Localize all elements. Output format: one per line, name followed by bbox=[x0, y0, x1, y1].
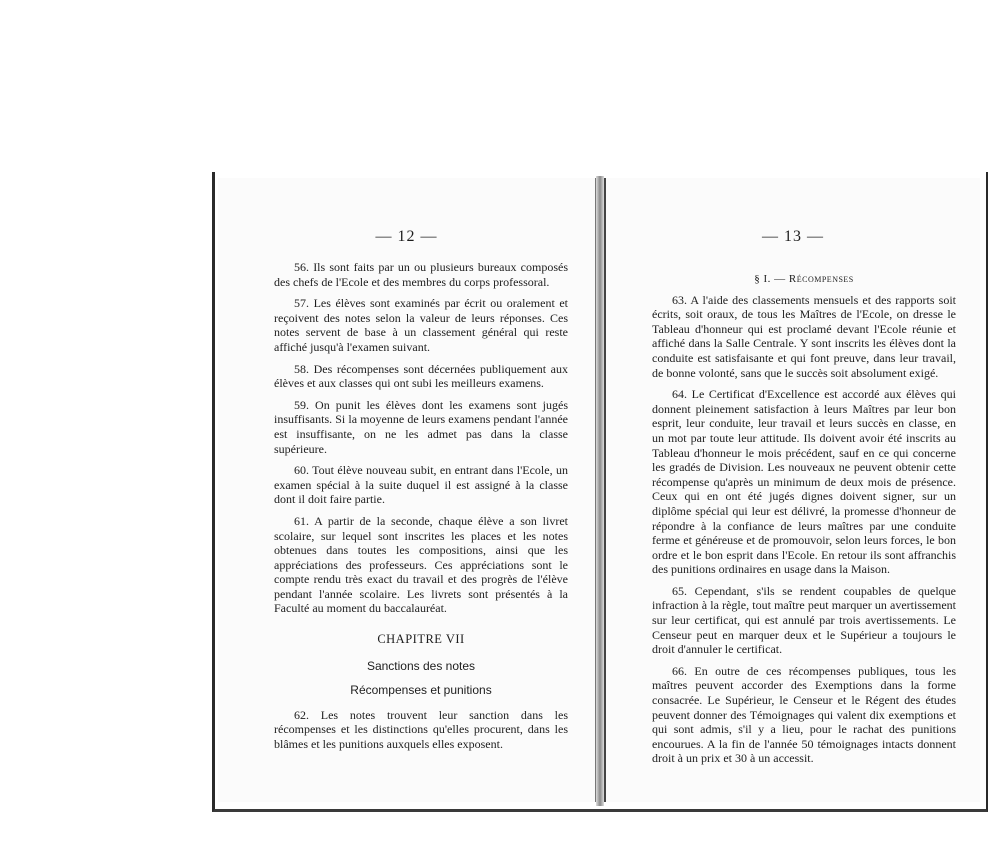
paragraph-64: 64. Le Certificat d'Excellence est accordé aux élèves qui donnent pleinement satisfaction à leurs Maîtres par leur bon esprit, leur conduite, leur travail et leurs succès en classe, en un mot par toute leur attitude. Ils doivent avoir été inscrits au Tableau d'honneur le mois précédent, sauf en ce qui concerne les gradés de Division. Les nouveaux ne peuvent obtenir cette récompense qu'après un minimum de deux mois de présence. Ceux qui en ont été jugés dignes doivent signer, sur un diplôme spécial qui leur est délivré, la promesse d'honneur de répondre à la confiance de leurs maîtres par une conduite ferme et généreuse et de promouvoir, selon leurs forces, le bon ordre et le bon esprit dans l'Ecole. En retour ils sont affranchis des punitions ordinaires en usage dans la Maison. bbox=[652, 387, 956, 577]
section-prefix: § I. — bbox=[754, 273, 786, 285]
paragraph-63: 63. A l'aide des classements mensuels et des rapports soit écrits, soit oraux, de tous les Maîtres de l'Ecole, on dresse le Tableau d'honneur qui est proclamé devant l'Ecole réunie et affiché dans la Salle Centrale. Y sont inscrits les élèves dont la conduite est satisfaisante et qui font preuve, dans leur travail, de bonne volonté, sans que le succès soit absolument exigé. bbox=[652, 292, 956, 380]
page-number: — 13 — bbox=[762, 228, 824, 245]
section-title: Récompenses bbox=[788, 273, 854, 285]
paragraph-61: 61. A partir de la seconde, chaque élève a son livret scolaire, sur lequel sont inscrites les places et les notes obtenues dans toutes les compositions, ainsi que les appréciations des professeurs. Ces appréciations sont le compte rendu très exact du travail et des progrès de l'élève pendant l'année scolaire. Les livrets sont présentés à la Faculté au moment du baccalauréat. bbox=[274, 513, 568, 616]
right-page-text bbox=[652, 272, 956, 773]
book-gutter bbox=[596, 176, 604, 806]
open-book bbox=[212, 172, 988, 812]
section-heading bbox=[652, 272, 956, 287]
paragraph-57: 57. Les élèves sont examinés par écrit ou oralement et reçoivent des notes selon la valeur de leurs réponses. Ces notes servent de base à un classement général qui reste affiché jusqu'à l'examen suivant. bbox=[274, 296, 568, 354]
paragraph-65: 65. Cependant, s'ils se rendent coupables de quelque infraction à la règle, tout maître peut marquer un avertissement sur leur certificat, qui est annulé par trois avertissements. Le Censeur peut en marquer deux et le Supérieur a toujours le droit d'annuler le certificat. bbox=[652, 583, 956, 657]
paragraph-58: 58. Des récompenses sont décernées publiquement aux élèves et aux classes qui ont subi les meilleurs examens. bbox=[274, 361, 568, 391]
paragraph-60: 60. Tout élève nouveau subit, en entrant dans l'Ecole, un examen spécial à la suite duquel il est assigné à la classe dont il doit faire partie. bbox=[274, 463, 568, 507]
page-number: — 12 — bbox=[375, 228, 438, 245]
paragraph-56: 56. Ils sont faits par un ou plusieurs bureaux composés des chefs de l'Ecole et des membres du corps professoral. bbox=[274, 260, 568, 289]
subheading-recompenses: Récompenses et punitions bbox=[350, 683, 492, 698]
left-page-text bbox=[274, 260, 568, 759]
right-page bbox=[604, 178, 980, 802]
left-page bbox=[218, 178, 596, 802]
paragraph-66: 66. En outre de ces récompenses publiques, tous les maîtres peuvent accorder des Exemptions dans la forme consacrée. Le Supérieur, le Censeur et le Régent des études peuvent donner des Témoignages qui valent dix exemptions et qui sont admis, s'il y a lieu, pour le rachat des punitions encourues. A la fin de l'année 50 témoignages intacts donnent droit à un prix et 30 à un accessit. bbox=[652, 663, 956, 766]
paragraph-62: 62. Les notes trouvent leur sanction dans les récompenses et les distinctions qu'elles procurent, dans les blâmes et les punitions auxquels elles exposent. bbox=[274, 707, 568, 752]
chapter-heading: CHAPITRE VII bbox=[377, 632, 465, 647]
subheading-sanctions: Sanctions des notes bbox=[366, 658, 476, 673]
paragraph-59: 59. On punit les élèves dont les examens sont jugés insuffisants. Si la moyenne de leurs examens pendant l'année est insuffisante, on ne les admet pas dans la classe supérieure. bbox=[274, 397, 568, 456]
